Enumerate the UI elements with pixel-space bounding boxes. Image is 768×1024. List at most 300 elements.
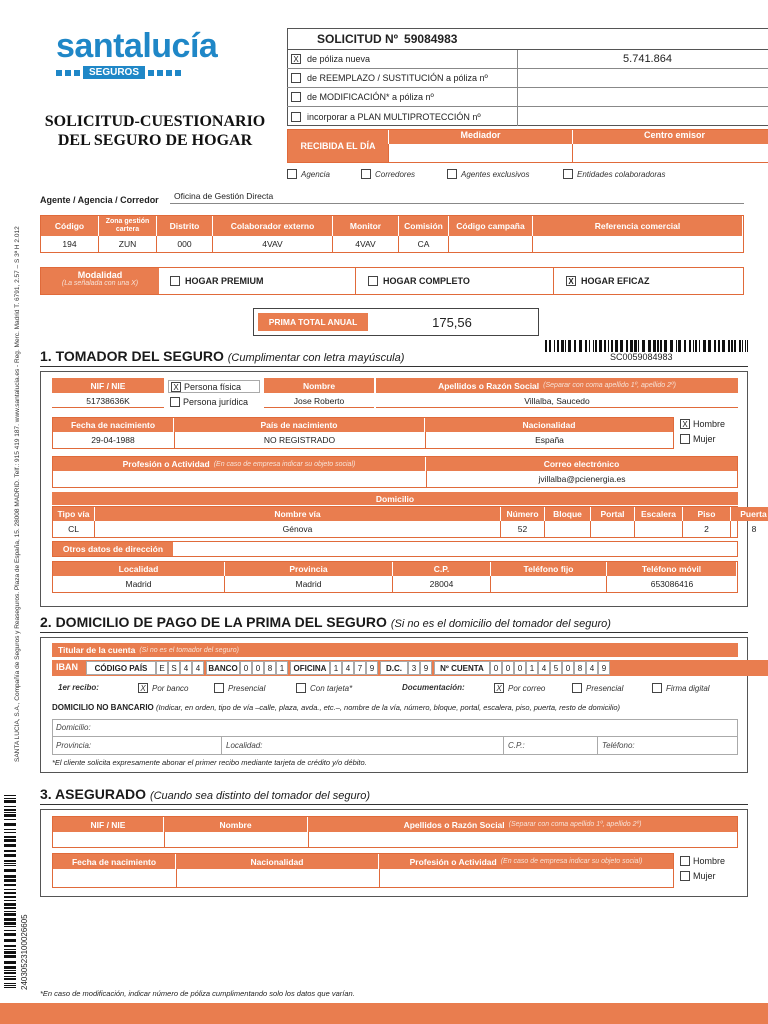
agente-underline <box>170 203 744 204</box>
barcode-bar <box>549 340 551 352</box>
barcode-bar <box>653 340 656 352</box>
barcode-bar <box>693 340 694 352</box>
side-barcode-bar <box>4 892 16 894</box>
barcode-bar <box>561 340 564 352</box>
persona-juridica-checkbox[interactable] <box>170 397 180 407</box>
documentacion-checkbox[interactable] <box>572 683 582 693</box>
channel-label: Agencia <box>301 169 330 179</box>
asegurado-nombre-field[interactable] <box>164 832 307 847</box>
modalidad-checkbox[interactable] <box>368 276 378 286</box>
channel-option[interactable] <box>447 169 529 179</box>
documentacion-checkbox[interactable] <box>652 683 662 693</box>
side-barcode-bar <box>4 875 16 878</box>
pais-nacimiento-header: País de nacimiento <box>174 418 424 432</box>
domicilio-table <box>52 506 767 538</box>
barcode-bar <box>557 340 559 352</box>
localidad-column-header: Provincia <box>225 562 393 576</box>
side-barcode-bar <box>4 865 16 866</box>
documentacion-option[interactable] <box>652 683 710 693</box>
persona-fisica-option[interactable] <box>168 380 260 393</box>
iban-digit[interactable]: 9 <box>366 661 378 675</box>
logo-dots <box>56 66 261 79</box>
codes-value[interactable]: 194 <box>41 236 99 252</box>
barcode-bar <box>608 340 609 352</box>
mujer-option[interactable] <box>680 434 716 444</box>
channel-option[interactable] <box>287 169 330 179</box>
iban-segment-label: Nº CUENTA <box>434 661 490 675</box>
codes-header: Código <box>41 216 99 236</box>
side-barcode-bar <box>4 884 16 886</box>
barcode-bar <box>676 340 677 352</box>
barcode-bar <box>722 340 725 352</box>
iban-digit[interactable]: 5 <box>550 661 562 675</box>
side-barcode-bar <box>4 966 16 969</box>
profesion-header-label: Profesión o Actividad <box>122 459 210 469</box>
logo <box>56 28 261 84</box>
solicitud-option-checkbox[interactable] <box>291 112 301 122</box>
codes-value[interactable]: CA <box>399 236 449 252</box>
side-barcode-bar <box>4 987 16 988</box>
barcode-bar <box>568 340 571 352</box>
localidad-column-value[interactable]: Madrid <box>225 576 393 592</box>
side-barcode-image <box>4 795 16 990</box>
barcode-bar <box>630 340 633 352</box>
channel-option[interactable] <box>563 169 666 179</box>
barcode-text: SC0059084983 <box>610 352 673 362</box>
barcode-bar <box>545 340 547 352</box>
side-barcode-bar <box>4 812 16 813</box>
modalidad-title: Modalidad <box>77 270 123 280</box>
recibo-option[interactable] <box>138 683 188 693</box>
domicilio-column-value[interactable] <box>591 521 635 537</box>
persona-juridica-label: Persona jurídica <box>183 396 249 407</box>
modalidad-checkbox[interactable] <box>170 276 180 286</box>
hombre-option[interactable] <box>680 419 725 429</box>
barcode-bar <box>699 340 700 352</box>
otros-datos-header: Otros datos de dirección <box>53 542 173 556</box>
recibo-checkbox[interactable] <box>214 683 224 693</box>
section2-heading: 2. DOMICILIO DE PAGO DE LA PRIMA DEL SEGURO <box>40 614 387 630</box>
mujer-label: Mujer <box>693 434 716 444</box>
card-footnote: *El cliente solicita expresamente abonar el primer recibo mediante tarjeta de crédito y/o débito. <box>52 758 367 767</box>
solicitud-option-checkbox[interactable]: X <box>291 54 301 64</box>
side-barcode-bar <box>4 809 16 811</box>
modalidad-label: HOGAR PREMIUM <box>185 276 264 286</box>
localidad-column-value[interactable]: 28004 <box>393 576 491 592</box>
barcode-bar <box>565 340 566 352</box>
side-barcode-bar <box>4 978 16 980</box>
recibo-option[interactable] <box>296 683 352 693</box>
side-barcode-bar <box>4 860 16 862</box>
solicitud-option-value[interactable] <box>517 88 768 107</box>
side-barcode-bar <box>4 900 16 901</box>
iban-digit[interactable]: 4 <box>192 661 204 675</box>
profesion-header <box>53 457 425 471</box>
nombre-value[interactable]: Jose Roberto <box>264 394 374 408</box>
iban-digit[interactable]: 9 <box>598 661 610 675</box>
agente-value: Oficina de Gestión Directa <box>174 191 274 201</box>
recibo-checkbox[interactable]: X <box>138 683 148 693</box>
iban-digit[interactable]: 0 <box>252 661 264 675</box>
hombre-label: Hombre <box>693 419 726 429</box>
mediador-header: Mediador <box>388 130 572 144</box>
telefono-field[interactable] <box>598 737 738 755</box>
pais-nacimiento-value[interactable]: NO REGISTRADO <box>174 432 424 448</box>
asegurado-apellidos-label: Apellidos o Razón Social <box>403 819 505 830</box>
domicilio-column-header: Piso <box>683 507 731 521</box>
channel-label: Agentes exclusivos <box>461 169 530 179</box>
iban-digit[interactable]: 1 <box>330 661 342 675</box>
iban-digit[interactable]: 4 <box>342 661 354 675</box>
modalidad-option[interactable] <box>158 267 356 295</box>
side-barcode-bar <box>4 945 16 947</box>
asegurado-fecha-field[interactable] <box>53 869 175 887</box>
channel-checkbox[interactable] <box>447 169 457 179</box>
barcode-bar <box>708 340 711 352</box>
documentacion-option-label: Presencial <box>586 683 624 693</box>
recibida-box <box>287 129 768 163</box>
hombre-checkbox[interactable]: X <box>680 419 690 429</box>
recibo-checkbox[interactable] <box>296 683 306 693</box>
barcode-bar <box>657 340 659 352</box>
side-barcode-bar <box>4 949 16 950</box>
side-barcode-bar <box>4 819 16 820</box>
solicitud-option-label: de MODIFICACIÓN* a póliza nº <box>307 92 434 102</box>
barcode-bar <box>615 340 618 352</box>
codes-header: Comisión <box>399 216 449 236</box>
barcode-bar <box>728 340 730 352</box>
modalidad-checkbox[interactable]: X <box>566 276 576 286</box>
centro-emisor-header: Centro emisor <box>572 130 768 144</box>
localidad-column-header: Localidad <box>53 562 225 576</box>
iban-segment-label: CÓDIGO PAÍS <box>86 661 156 675</box>
barcode-bar <box>734 340 736 352</box>
iban-label: IBAN <box>56 662 78 672</box>
domicilio-column-header: Puerta <box>731 507 768 521</box>
prima-label: PRIMA TOTAL ANUAL <box>258 313 368 331</box>
iban-digit[interactable]: 0 <box>562 661 574 675</box>
iban-segment-label: OFICINA <box>290 661 330 675</box>
side-barcode-bar <box>4 814 16 817</box>
side-barcode-bar <box>4 903 16 906</box>
form-title <box>30 112 280 150</box>
side-barcode-bar <box>4 832 16 833</box>
solicitud-option-checkbox[interactable] <box>291 92 301 102</box>
codes-header: Colaborador externo <box>213 216 333 236</box>
side-barcode-bar <box>4 930 16 931</box>
asegurado-fecha-header: Fecha de nacimiento <box>53 854 175 869</box>
provincia-field-label: Provincia: <box>56 741 92 750</box>
domicilio-column-value[interactable]: 52 <box>501 521 545 537</box>
documentacion-option[interactable] <box>572 683 623 693</box>
fecha-nacimiento-header: Fecha de nacimiento <box>53 418 173 432</box>
section2-title <box>40 614 611 630</box>
localidad-column-header: Teléfono móvil <box>607 562 737 576</box>
iban-digit[interactable]: 3 <box>408 661 420 675</box>
side-barcode-bar <box>4 955 16 958</box>
solicitud-option-label: de REEMPLAZO / SUSTITUCIÓN a póliza nº <box>307 73 488 83</box>
persona-juridica-option[interactable] <box>168 395 260 408</box>
no-bancario-label <box>52 703 620 712</box>
solicitud-option-value[interactable] <box>517 69 768 88</box>
asegurado-mujer-option[interactable] <box>680 871 716 881</box>
agente-label: Agente / Agencia / Corredor <box>40 195 159 205</box>
domicilio-field-label: Domicilio: <box>56 723 91 732</box>
codes-value[interactable]: 4VAV <box>213 236 333 252</box>
localidad-table <box>52 561 738 593</box>
channel-label: Entidades colaboradoras <box>577 169 666 179</box>
side-barcode-bar <box>4 911 16 912</box>
barcode-bar <box>684 340 686 352</box>
iban-digit[interactable]: 4 <box>538 661 550 675</box>
iban-digit[interactable]: 0 <box>240 661 252 675</box>
barcode-bar <box>585 340 587 352</box>
codes-header: Código campaña <box>449 216 533 236</box>
side-barcode-bar <box>4 939 16 942</box>
channel-option[interactable] <box>361 169 415 179</box>
side-barcode-bar <box>4 863 16 864</box>
domicilio-column-header: Número <box>501 507 545 521</box>
barcode-bar <box>579 340 582 352</box>
iban-digit[interactable]: 4 <box>180 661 192 675</box>
iban-digit[interactable]: 7 <box>354 661 366 675</box>
domicilio-column-header: Portal <box>591 507 635 521</box>
localidad-field[interactable] <box>222 737 504 755</box>
codes-value[interactable]: 000 <box>157 236 213 252</box>
nif-value[interactable]: 51738636K <box>52 394 164 408</box>
barcode-bar <box>731 340 733 352</box>
profesion-header-note: (En caso de empresa indicar su objeto social) <box>213 460 356 468</box>
asegurado-nombre-header: Nombre <box>164 817 307 832</box>
asegurado-mujer-checkbox[interactable] <box>680 871 690 881</box>
iban-segment-label: D.C. <box>380 661 408 675</box>
solicitud-option-value[interactable]: 5.741.864 <box>517 50 768 69</box>
asegurado-profesion-header <box>379 854 673 869</box>
asegurado-nif-field[interactable] <box>53 832 163 847</box>
no-bancario-note: (Indicar, en orden, tipo de vía –calle, plaza, avda., etc.–, nombre de la vía, número, bloque, portal, escalera, piso, puerta, resto de domicilio) <box>156 703 621 712</box>
codes-value[interactable]: 4VAV <box>333 236 399 252</box>
asegurado-apellidos-note: (Separar con coma apellido 1º, apellido 2º) <box>508 821 642 828</box>
localidad-column-value[interactable]: Madrid <box>53 576 225 592</box>
codes-header: Referencia comercial <box>533 216 743 236</box>
solicitud-option-row <box>287 69 768 88</box>
modalidad-option[interactable] <box>356 267 554 295</box>
solicitud-option-checkbox[interactable] <box>291 73 301 83</box>
barcode-bar <box>678 340 681 352</box>
barcode-bar <box>660 340 662 352</box>
mujer-checkbox[interactable] <box>680 434 690 444</box>
barcode-bar <box>589 340 590 352</box>
localidad-field-label: Localidad: <box>226 741 263 750</box>
side-barcode-bar <box>4 850 16 852</box>
side-barcode-bar <box>4 836 16 838</box>
apellidos-header-note: (Separar con coma apellido 1º, apellido 2º) <box>543 382 676 389</box>
barcode-bar <box>604 340 606 352</box>
email-value[interactable]: jvillalba@pcienergia.es <box>426 471 737 487</box>
modalidad-label: HOGAR EFICAZ <box>581 276 650 286</box>
persona-fisica-checkbox[interactable]: X <box>171 382 181 392</box>
solicitud-number: 59084983 <box>404 31 458 46</box>
asegurado-apellidos-field[interactable] <box>308 832 737 847</box>
barcode-bar <box>714 340 716 352</box>
side-barcode-bar <box>4 970 16 971</box>
side-barcode-bar <box>4 806 16 807</box>
otros-datos-row <box>52 541 738 557</box>
side-barcode-text: 24030523100026605 <box>20 914 29 990</box>
side-barcode-bar <box>4 889 16 890</box>
barcode-bar <box>739 340 741 352</box>
centro-emisor-field[interactable] <box>572 144 768 162</box>
solicitud-option-row <box>287 107 768 126</box>
domicilio-column-value[interactable] <box>635 521 683 537</box>
asegurado-hombre-option[interactable] <box>680 856 725 866</box>
logo-wordmark: santalucía <box>56 27 218 65</box>
channel-checkbox[interactable] <box>361 169 371 179</box>
domicilio-column-value[interactable]: Génova <box>95 521 501 537</box>
codes-value[interactable] <box>449 236 533 252</box>
recibo-option-label: Por banco <box>152 683 189 693</box>
side-barcode-bar <box>4 985 16 986</box>
side-barcode-bar <box>4 976 16 977</box>
persona-fisica-label: Persona física <box>184 381 242 392</box>
channel-checkbox[interactable] <box>563 169 573 179</box>
cp-field[interactable] <box>504 737 598 755</box>
barcode-bar <box>638 340 639 352</box>
section1-title <box>40 348 404 364</box>
iban-digit[interactable]: S <box>168 661 180 675</box>
form-title-line2: DEL SEGURO DE HOGAR <box>57 132 253 149</box>
side-barcode-bar <box>4 918 16 921</box>
section3-note: (Cuando sea distinto del tomador del seguro) <box>149 790 371 802</box>
barcode-bar <box>670 340 673 352</box>
iban-digit[interactable]: 4 <box>586 661 598 675</box>
channel-checkbox[interactable] <box>287 169 297 179</box>
domicilio-column-value[interactable] <box>545 521 591 537</box>
recibo-option[interactable] <box>214 683 265 693</box>
side-barcode-bar <box>4 795 16 796</box>
iban-digit[interactable]: 0 <box>490 661 502 675</box>
side-barcode-bar <box>4 951 16 954</box>
barcode-image <box>545 340 750 352</box>
iban-segment-label: BANCO <box>206 661 240 675</box>
barcode-bar <box>745 340 746 352</box>
domicilio-column-header: Nombre vía <box>95 507 501 521</box>
side-barcode-bar <box>4 869 16 872</box>
prima-value: 175,56 <box>432 314 472 330</box>
asegurado-hombre-checkbox[interactable] <box>680 856 690 866</box>
section3-title <box>40 786 370 802</box>
side-barcode-bar <box>4 913 16 916</box>
nif-header: NIF / NIE <box>52 378 164 393</box>
iban-digit[interactable]: 1 <box>526 661 538 675</box>
side-legal-text: SANTA LUCÍA, S.A., Compañía de Seguros y Reaseguros. Plaza de España, 15. 28008 MADRID. Telf.: 915 419 187. www.santalucia.es - Reg. Merc. Madrid T. 6791, 2.57 – S 3ª H 2.012 <box>14 226 21 762</box>
barcode-bar <box>642 340 645 352</box>
recibo-label: 1er recibo: <box>58 683 99 692</box>
documentacion-option[interactable] <box>494 683 545 693</box>
domicilio-column-header: Tipo vía <box>53 507 95 521</box>
localidad-column-header: C.P. <box>393 562 491 576</box>
section2-note: (Si no es el domicilio del tomador del seguro) <box>390 618 611 630</box>
domicilio-column-header: Bloque <box>545 507 591 521</box>
domicilio-column-value[interactable]: 8 <box>751 524 757 534</box>
barcode-bar <box>554 340 555 352</box>
domicilio-column-value[interactable]: CL <box>53 521 95 537</box>
section3-rule <box>40 804 748 805</box>
side-barcode-bar <box>4 961 16 964</box>
recibo-option-label: Presencial <box>228 683 266 693</box>
fecha-nacimiento-value[interactable]: 29-04-1988 <box>91 435 135 445</box>
side-barcode-bar <box>4 839 16 842</box>
codes-value[interactable]: ZUN <box>99 236 157 252</box>
modalidad-label: HOGAR COMPLETO <box>383 276 470 286</box>
domicilio-field[interactable] <box>52 719 738 737</box>
iban-digit[interactable]: 8 <box>264 661 276 675</box>
localidad-column-value[interactable] <box>491 576 607 592</box>
iban-digit[interactable]: 1 <box>276 661 288 675</box>
profesion-value[interactable] <box>53 471 425 487</box>
localidad-column-value[interactable]: 653086416 <box>650 579 694 589</box>
codes-header: Monitor <box>333 216 399 236</box>
side-barcode-bar <box>4 829 16 830</box>
barcode-bar <box>611 340 613 352</box>
iban-digit[interactable]: 0 <box>514 661 526 675</box>
section1-heading: 1. TOMADOR DEL SEGURO <box>40 348 224 364</box>
channel-label: Corredores <box>375 169 416 179</box>
modification-footnote: *En caso de modificación, indicar número de póliza cumplimentando solo los datos que varían. <box>40 989 355 998</box>
asegurado-nif-header: NIF / NIE <box>53 817 163 832</box>
barcode-bar <box>620 340 623 352</box>
asegurado-profesion-field[interactable] <box>379 869 673 887</box>
side-barcode-bar <box>4 983 16 984</box>
iban-row <box>52 660 768 676</box>
solicitud-option-label: de póliza nueva <box>307 54 371 64</box>
provincia-field[interactable] <box>52 737 222 755</box>
barcode-bar <box>634 340 637 352</box>
iban-fields <box>86 661 766 675</box>
asegurado-apellidos-header <box>308 817 737 832</box>
barcode-bar <box>742 340 743 352</box>
asegurado-nacionalidad-field[interactable] <box>176 869 378 887</box>
side-barcode-bar <box>4 896 16 898</box>
documentacion-option-label: Firma digital <box>666 683 710 693</box>
apellidos-value[interactable]: Villalba, Saucedo <box>376 394 738 408</box>
codes-value[interactable] <box>533 236 743 252</box>
domicilio-column-header: Escalera <box>635 507 683 521</box>
barcode-bar <box>747 340 748 352</box>
side-barcode-bar <box>4 800 16 803</box>
documentacion-label: Documentación: <box>402 683 465 692</box>
recibida-label: RECIBIDA EL DÍA <box>288 130 388 162</box>
solicitud-option-value[interactable] <box>517 107 768 126</box>
iban-digit[interactable]: E <box>156 661 168 675</box>
side-barcode-bar <box>4 907 16 909</box>
iban-digit[interactable]: 9 <box>420 661 432 675</box>
iban-digit[interactable]: 0 <box>502 661 514 675</box>
iban-digit[interactable]: 8 <box>574 661 586 675</box>
domicilio-column-value[interactable]: 2 <box>683 521 731 537</box>
documentacion-checkbox[interactable]: X <box>494 683 504 693</box>
recibida-date-field[interactable] <box>388 144 572 162</box>
modalidad-option[interactable] <box>554 267 734 295</box>
footer-orange-band <box>0 1003 768 1024</box>
titular-header <box>52 643 738 657</box>
section3-heading: 3. ASEGURADO <box>40 786 147 802</box>
solicitud-option-row <box>287 50 768 69</box>
barcode-bar <box>648 340 651 352</box>
nacionalidad-value[interactable]: España <box>425 432 673 448</box>
barcode-bar <box>574 340 576 352</box>
barcode-bar <box>626 340 628 352</box>
